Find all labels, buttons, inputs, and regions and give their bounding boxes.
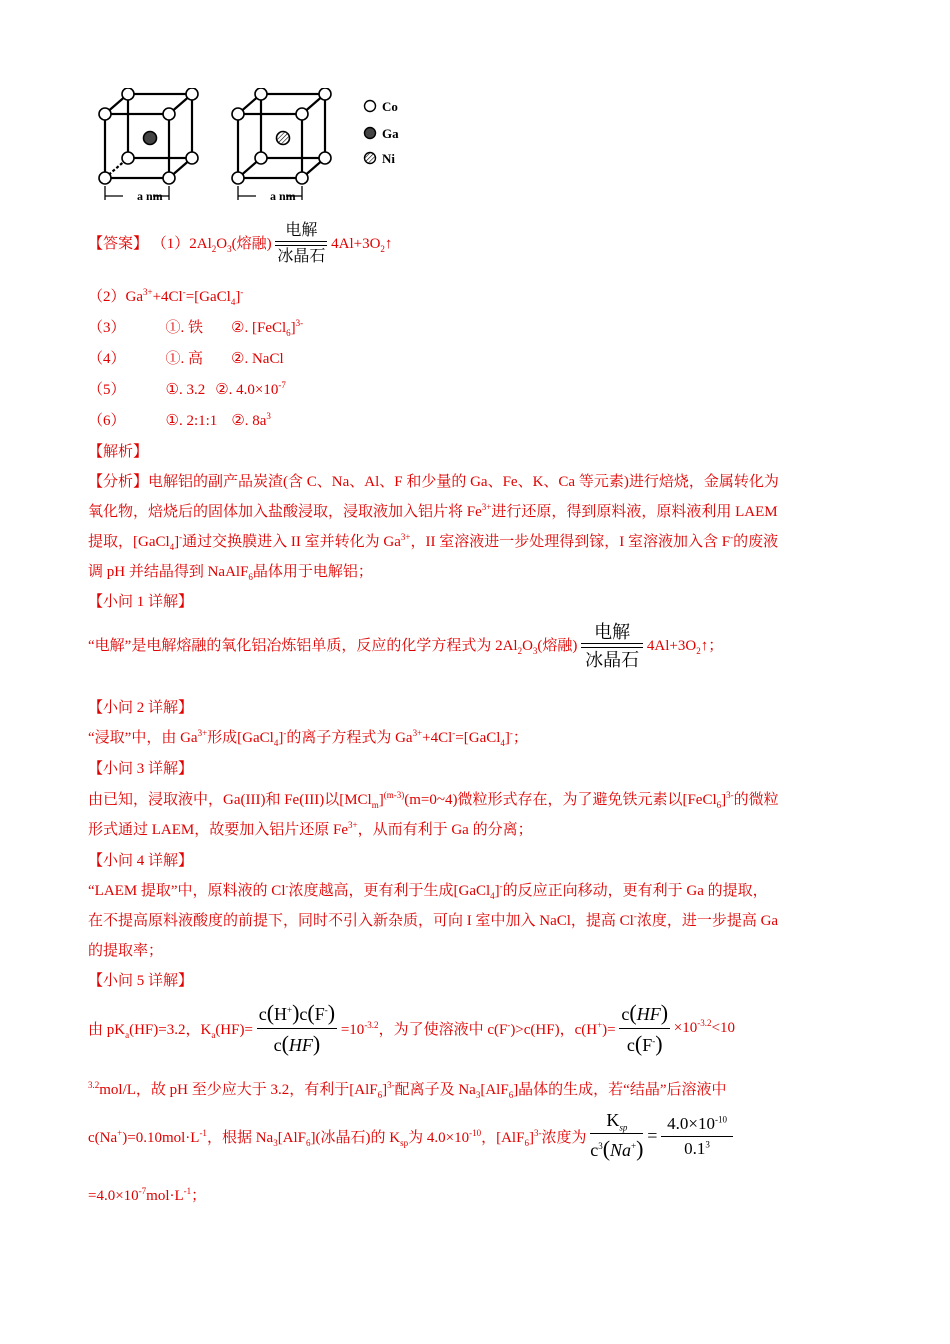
q1-tag: 【小问 1 详解】 [88, 594, 194, 610]
answer-line-5: （5） ①. 3.2 ②. $4.0\times 10^{-7}$ [88, 380, 286, 398]
dimension-label-2: a nm [270, 189, 296, 203]
q5-line-3: $c(Na^+)=0.10mol\cdot L^{-1}$，根据 $Na_3[AlF_6]$(冰晶石)的 $K_{sp}$为 $4.0\times 10^{-10}$，$[AlF_6]^{3-}$浓度为 $\frac{K_{sp}}{c^3(Na^+)}$ = $\frac{4.0\times 10^{-10}}{0.1^3}$ [88, 1110, 733, 1162]
value-fraction: $\frac{4.0\times 10^{-10}}{0.1^3}$ [661, 1114, 733, 1159]
q5-line-2: $^{3.2}$mol/L，故 pH 至少应大于 3.2，有利于$[AlF_6]^{3-}$配离子及 $Na_3[AlF_6]$晶体的生成，若“结晶”后溶液中 [88, 1080, 727, 1100]
q3-tag: 【小问 3 详解】 [88, 761, 194, 777]
ksp-fraction: $\frac{K_{sp}}{c^3(Na^+)}$ [590, 1110, 644, 1161]
analysis-line-2: 氧化物，焙烧后的固体加入盐酸浸取，浸取液加入铝片将 $Fe^{3+}$进行还原，得到原料液，原料液利用 LAEM [88, 502, 778, 520]
q2-tag: 【小问 2 详解】 [88, 700, 194, 716]
q5-line-4: $=4.0\times 10^{-7}mol\cdot L^{-1}$； [88, 1186, 207, 1204]
answer-line-3: （3） ①. 铁 ②. [FeCl$_6$]$^{3-}$ [88, 318, 304, 338]
answer-tag: 【答案】 [88, 235, 149, 252]
analysis-line-4: 调 pH 并结晶得到 NaAlF$_6$晶体用于电解铝； [88, 564, 373, 582]
analysis-tag: 【解析】 [88, 444, 149, 460]
answer-line-1: 【答案】 $(1)2Al_2O_3$(熔融) 电解 冰晶石 $4Al+3O_2↑$ [88, 222, 393, 265]
q5-tag: 【小问 5 详解】 [88, 973, 194, 989]
q3-line-2: 形式通过 LAEM，故要加入铝片还原 $Fe^{3+}$，从而有利于 Ga 的分离； [88, 820, 533, 838]
legend-ga: Ga [382, 126, 399, 141]
q4-line-2: 在不提高原料液酸度的前提下，同时不引入新杂质，可向 I 室中加入 NaCl，提高 Cl-浓度，进一步提高 Ga [88, 911, 779, 929]
q3-line-1: 由已知，浸取液中，Ga(III)和 Fe(III)以$[MCl_m]^{(m-3)}(m=0\sim 4)$微粒形式存在，为了避免铁元素以[FeCl$_6$]$^{3-}$的微粒 [88, 790, 779, 810]
answer-line-6: （6） ①. 2:1:1 ②. $8a^3$ [88, 411, 271, 429]
legend-co: Co [382, 99, 398, 114]
analysis-line-1: 【分析】电解铝的副产品炭渣(含 C、Na、Al、F 和少量的 Ga、Fe、K、Ca 等元素)进行焙烧，金属转化为 [88, 474, 779, 490]
answer-line-4: （4） ①. 高 ②. NaCl [88, 351, 284, 367]
ka-fraction: $\frac{c(H^+)c(F^-)}{c(HF)}$ [258, 1000, 336, 1056]
q1-electrolysis-condition: 电解 冰晶石 [581, 622, 643, 671]
q4-line-1: “LAEM 提取”中，原料液的 Cl-浓度越高，更有利于生成[GaCl$_4$]-的反应正向移动，更有利于 Ga 的提取， [88, 881, 768, 901]
q2-line: “浸取”中，由 $Ga^{3+}$形成[GaCl$_4$]-的离子方程式为 $Ga^{3+}+4Cl^-=[GaCl_4]^-$； [88, 728, 528, 748]
crystal-cell-figure [95, 88, 415, 206]
q4-tag: 【小问 4 详解】 [88, 853, 194, 869]
legend-ni: Ni [382, 151, 395, 166]
analysis-line-3: 提取，[GaCl$_4$]-通过交换膜进入 II 室并转化为 $Ga^{3+}$，II 室溶液进一步处理得到镓，I 室溶液加入含 F-的废液 [88, 532, 779, 552]
h-fraction: $\frac{c(HF)}{c(F^-)}$ [621, 1000, 669, 1056]
q5-line-1: 由 $pK_a(HF)=3.2$，$K_a(HF)=$ $\frac{c(H^+)c(F^-)}{c(HF)}$ $=10^{-3.2}$，为了使溶液中 c(F-)>c(HF)，c(H+)= $\frac{c(HF)}{c(F^-)}$ $\times 10^{-3.2}<10$ [88, 1000, 735, 1056]
q1-line: “电解”是电解熔融的氧化铝冶炼铝单质，反应的化学方程式为 $2Al_2O_3$(熔融) 电解 冰晶石 $4Al+3O_2↑$； [88, 622, 724, 670]
q4-line-3: 的提取率； [88, 943, 164, 959]
electrolysis-condition: 电解 冰晶石 [277, 222, 326, 265]
dimension-label-1: a nm [137, 189, 163, 203]
answer-line-2: $(2)Ga^{3+}+4Cl^-=[GaCl_4]^-$ [88, 287, 244, 307]
